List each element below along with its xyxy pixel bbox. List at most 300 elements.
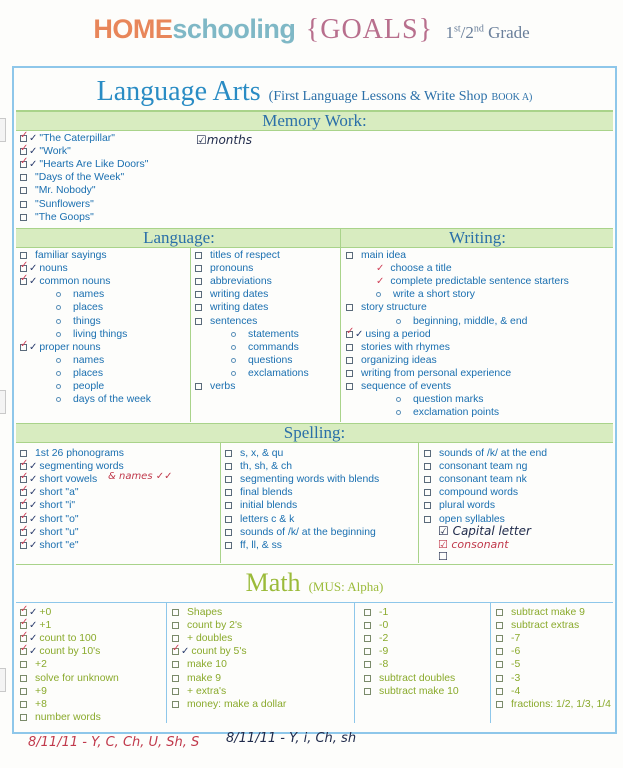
item-label: "Days of the Week" xyxy=(35,172,125,184)
item-label: subtract make 10 xyxy=(379,685,459,697)
checkbox[interactable] xyxy=(195,304,202,311)
checklist-item xyxy=(20,301,188,314)
checkbox[interactable] xyxy=(195,383,202,390)
item-label: people xyxy=(73,380,105,392)
checklist-item xyxy=(20,393,188,406)
check-mark-icon: ✓ xyxy=(29,263,38,275)
checklist-item xyxy=(172,658,352,671)
checklist-item xyxy=(195,367,338,380)
checklist-item xyxy=(225,499,417,512)
checkbox[interactable] xyxy=(225,463,232,470)
checklist-item xyxy=(346,262,614,275)
math-column-3 xyxy=(364,606,488,698)
checklist-item xyxy=(20,711,164,724)
divider xyxy=(354,603,355,723)
checkbox[interactable] xyxy=(424,450,431,457)
checkbox[interactable] xyxy=(172,701,179,708)
checkbox[interactable] xyxy=(496,688,503,695)
check-mark-icon: ✓ xyxy=(29,607,38,619)
bullet-icon xyxy=(231,358,236,363)
footer-note-2: 8/11/11 - Y, i, Ch, sh xyxy=(226,731,357,746)
checklist-item xyxy=(20,328,188,341)
bullet-icon xyxy=(231,345,236,350)
checklist-item xyxy=(20,447,218,460)
spelling-column-3 xyxy=(424,447,614,526)
checklist-item xyxy=(496,698,614,711)
handwritten-names-note: & names ✓✓ xyxy=(108,471,173,482)
item-label: make 10 xyxy=(187,659,227,671)
divider xyxy=(16,602,613,603)
bullet-icon xyxy=(56,384,61,389)
check-mark-icon: ✓ xyxy=(29,133,38,145)
checklist-item xyxy=(195,249,338,262)
item-label: consonant team nk xyxy=(439,474,527,486)
item-label: -3 xyxy=(511,672,521,684)
language-column-1 xyxy=(20,249,188,406)
checklist-item xyxy=(364,671,488,684)
checklist-item xyxy=(225,539,417,552)
checkbox[interactable] xyxy=(346,252,353,259)
checkbox[interactable] xyxy=(346,304,353,311)
binder-hole xyxy=(0,390,6,414)
checklist-item xyxy=(195,354,338,367)
item-label: count by 10's xyxy=(39,646,101,658)
item-label: count to 100 xyxy=(39,633,97,645)
checkbox[interactable] xyxy=(20,476,27,483)
item-label: writing dates xyxy=(210,289,269,301)
checklist-item xyxy=(225,512,417,525)
checkbox[interactable] xyxy=(424,489,431,496)
checkbox[interactable] xyxy=(424,463,431,470)
item-label: writing dates xyxy=(210,302,269,314)
item-label: + extra's xyxy=(187,685,227,697)
item-label: "The Goops" xyxy=(35,211,94,223)
language-arts-title: Language Arts xyxy=(96,76,261,107)
item-label: days of the week xyxy=(73,394,151,406)
checkbox[interactable] xyxy=(20,635,27,642)
item-label: s, x, & qu xyxy=(240,448,284,460)
handwritten-consonant: ☑ consonant xyxy=(438,538,509,551)
item-label: -4 xyxy=(511,685,521,697)
checkbox[interactable] xyxy=(172,661,179,668)
goals-sheet xyxy=(12,66,617,734)
checkbox[interactable] xyxy=(20,148,27,155)
checklist-item xyxy=(172,685,352,698)
item-label: subtract doubles xyxy=(379,672,456,684)
checklist-item xyxy=(225,447,417,460)
item-label: beginning, middle, & end xyxy=(413,315,528,327)
checkbox[interactable] xyxy=(496,609,503,616)
item-label: short vowels xyxy=(39,474,98,486)
check-mark-icon: ✓ xyxy=(29,539,38,551)
item-label: statements xyxy=(248,328,299,340)
checklist-item xyxy=(346,301,614,314)
item-label: + doubles xyxy=(187,633,233,645)
checklist-item xyxy=(424,460,614,473)
checkbox[interactable] xyxy=(20,622,27,629)
checkbox[interactable] xyxy=(364,675,371,682)
item-label: titles of respect xyxy=(210,250,280,262)
checkbox[interactable] xyxy=(225,502,232,509)
checklist-item xyxy=(20,314,188,327)
math-column-2 xyxy=(172,606,352,711)
checklist-item xyxy=(20,632,164,645)
checklist-item xyxy=(20,671,164,684)
checklist-item xyxy=(20,486,218,499)
checklist-item xyxy=(195,288,338,301)
item-label: main idea xyxy=(361,250,407,262)
checkbox[interactable] xyxy=(20,688,27,695)
check-mark-icon: ✓ xyxy=(29,146,38,158)
checkbox[interactable] xyxy=(20,265,27,272)
item-label: short "i" xyxy=(39,500,76,512)
checklist-item xyxy=(364,645,488,658)
checkbox[interactable] xyxy=(364,622,371,629)
checklist-item xyxy=(20,526,218,539)
item-label: things xyxy=(73,315,101,327)
checkbox[interactable] xyxy=(20,502,27,509)
checkbox[interactable] xyxy=(496,675,503,682)
checklist-item xyxy=(346,406,614,419)
checkbox[interactable] xyxy=(172,688,179,695)
item-label: -5 xyxy=(511,659,521,671)
language-arts-subtitle: (First Language Lessons & Write Shop xyxy=(268,89,488,104)
checklist-item xyxy=(346,341,614,354)
checklist-item xyxy=(195,275,338,288)
checklist-item xyxy=(496,671,614,684)
item-label: segmenting words xyxy=(39,461,124,473)
item-label: +9 xyxy=(35,685,47,697)
checkbox[interactable] xyxy=(20,714,27,721)
checkbox[interactable] xyxy=(346,370,353,377)
item-label: +2 xyxy=(35,659,47,671)
math-subtitle: (MUS: Alpha) xyxy=(308,579,384,594)
item-label: final blends xyxy=(240,487,293,499)
checkbox[interactable] xyxy=(20,187,27,194)
checkbox[interactable] xyxy=(424,502,431,509)
checklist-item xyxy=(20,171,320,184)
item-label: short "o" xyxy=(39,513,79,525)
checklist-item xyxy=(20,698,164,711)
checkbox[interactable] xyxy=(195,252,202,259)
item-label: familiar sayings xyxy=(35,250,107,262)
item-label: ff, ll, & ss xyxy=(240,539,282,551)
spelling-column-2 xyxy=(225,447,417,552)
checklist-item xyxy=(346,393,614,406)
binder-hole xyxy=(0,118,6,142)
bullet-icon xyxy=(376,292,381,297)
bullet-icon xyxy=(56,371,61,376)
checklist-item xyxy=(496,645,614,658)
checkbox[interactable] xyxy=(20,174,27,181)
checkbox[interactable] xyxy=(364,635,371,642)
item-label: organizing ideas xyxy=(361,354,437,366)
item-label: commands xyxy=(248,341,299,353)
checkbox[interactable] xyxy=(20,489,27,496)
checklist-item xyxy=(195,262,338,275)
checkbox[interactable] xyxy=(20,252,27,259)
bullet-icon xyxy=(396,410,401,415)
checklist-item xyxy=(195,301,338,314)
checklist-item xyxy=(496,619,614,632)
checklist-item xyxy=(346,249,614,262)
item-label: short "e" xyxy=(39,539,79,551)
writing-list xyxy=(346,249,614,419)
checklist-item xyxy=(20,184,320,197)
checklist-item xyxy=(346,288,614,301)
item-label: common nouns xyxy=(39,276,111,288)
item-label: story structure xyxy=(361,302,427,314)
item-label: write a short story xyxy=(393,289,475,301)
item-label: consonant team ng xyxy=(439,461,528,473)
binder-hole xyxy=(0,668,6,692)
item-label: short "a" xyxy=(39,487,79,499)
checkbox[interactable] xyxy=(20,529,27,536)
check-mark-icon: ✓ xyxy=(355,328,364,340)
checklist-item xyxy=(20,606,164,619)
checklist-item xyxy=(195,314,338,327)
checkbox[interactable] xyxy=(20,344,27,351)
checkbox[interactable] xyxy=(496,635,503,642)
checkbox[interactable] xyxy=(225,529,232,536)
item-label: -7 xyxy=(511,633,521,645)
language-arts-heading xyxy=(14,76,615,108)
checkbox[interactable] xyxy=(364,688,371,695)
header-home: HOME xyxy=(93,14,173,44)
checkbox[interactable] xyxy=(20,701,27,708)
checkbox[interactable] xyxy=(195,278,202,285)
check-mark-icon: ✓ xyxy=(29,461,38,473)
item-label: subtract make 9 xyxy=(511,607,585,619)
item-label: letters c & k xyxy=(240,513,295,525)
check-mark-icon: ✓ xyxy=(29,620,38,632)
spelling-band xyxy=(16,423,613,443)
checkbox[interactable] xyxy=(20,463,27,470)
check-mark-icon: ✓ xyxy=(29,276,38,288)
divider xyxy=(16,564,613,565)
checklist-item xyxy=(346,367,614,380)
check-mark-icon: ✓ xyxy=(29,487,38,499)
checkbox[interactable] xyxy=(364,648,371,655)
checkbox[interactable] xyxy=(424,476,431,483)
checklist-item xyxy=(20,539,218,552)
item-label: sounds of /k/ at the beginning xyxy=(240,526,376,538)
checklist-item xyxy=(20,158,320,171)
checkbox[interactable] xyxy=(20,135,27,142)
checkbox[interactable] xyxy=(225,450,232,457)
item-label: compound words xyxy=(439,487,519,499)
bullet-icon xyxy=(56,397,61,402)
checklist-item xyxy=(225,486,417,499)
checklist-item xyxy=(172,606,352,619)
check-mark-icon: ✓ xyxy=(376,263,385,275)
divider xyxy=(190,248,191,422)
checkbox[interactable] xyxy=(364,609,371,616)
item-label: money: make a dollar xyxy=(187,698,287,710)
checkbox[interactable] xyxy=(20,161,27,168)
checkbox[interactable] xyxy=(424,516,431,523)
checkbox[interactable] xyxy=(195,265,202,272)
checklist-item xyxy=(424,447,614,460)
checkbox[interactable] xyxy=(346,357,353,364)
divider xyxy=(166,603,167,723)
item-label: "Work" xyxy=(39,146,71,158)
checklist-item xyxy=(20,262,188,275)
bullet-icon xyxy=(396,319,401,324)
checklist-item xyxy=(195,328,338,341)
check-mark-icon: ✓ xyxy=(29,500,38,512)
checkbox[interactable] xyxy=(20,675,27,682)
math-title: Math xyxy=(245,568,301,597)
bullet-icon xyxy=(56,332,61,337)
checkbox[interactable] xyxy=(20,450,27,457)
checkbox[interactable] xyxy=(225,476,232,483)
item-label: sequence of events xyxy=(361,380,452,392)
item-label: choose a title xyxy=(390,263,452,275)
checkbox[interactable] xyxy=(20,648,27,655)
bullet-icon xyxy=(56,319,61,324)
item-label: complete predictable sentence starters xyxy=(390,276,569,288)
language-label: Language: xyxy=(143,228,215,247)
checklist-item xyxy=(20,645,164,658)
checkbox[interactable] xyxy=(225,489,232,496)
bullet-icon xyxy=(231,371,236,376)
checkbox[interactable] xyxy=(195,318,202,325)
checklist-item xyxy=(172,619,352,632)
checkbox[interactable] xyxy=(172,622,179,629)
item-label: -2 xyxy=(379,633,389,645)
checkbox[interactable] xyxy=(496,622,503,629)
checkbox[interactable] xyxy=(172,648,179,655)
checklist-item xyxy=(20,211,320,224)
footer-note-1: 8/11/11 - Y, C, Ch, U, Sh, S xyxy=(28,735,200,750)
checkbox[interactable] xyxy=(496,661,503,668)
checklist-item xyxy=(424,499,614,512)
divider xyxy=(490,603,491,723)
item-label: "Mr. Nobody" xyxy=(35,185,96,197)
memory-work-label: Memory Work: xyxy=(262,111,367,130)
checkbox[interactable] xyxy=(20,516,27,523)
math-heading xyxy=(14,568,615,598)
checklist-item xyxy=(20,619,164,632)
checklist-item xyxy=(346,275,614,288)
handwritten-capital-letter: ☑ Capital letter xyxy=(438,524,531,538)
divider xyxy=(220,443,221,563)
checklist-item xyxy=(172,698,352,711)
checkbox[interactable] xyxy=(346,344,353,351)
checklist-item xyxy=(364,658,488,671)
checklist-item xyxy=(225,460,417,473)
checkbox[interactable] xyxy=(364,661,371,668)
bullet-icon xyxy=(396,397,401,402)
checklist-item xyxy=(172,632,352,645)
item-label: +1 xyxy=(39,620,52,632)
checkbox[interactable] xyxy=(172,609,179,616)
checklist-item xyxy=(172,671,352,684)
checklist-item xyxy=(20,367,188,380)
checkbox[interactable] xyxy=(496,701,503,708)
item-label: number words xyxy=(35,711,101,723)
checkbox[interactable] xyxy=(225,516,232,523)
item-label: abbreviations xyxy=(210,276,272,288)
check-mark-icon: ✓ xyxy=(29,474,38,486)
item-label: 1st 26 phonograms xyxy=(35,448,124,460)
checklist-item xyxy=(20,275,188,288)
checklist-item xyxy=(364,619,488,632)
item-label: nouns xyxy=(39,263,68,275)
check-mark-icon: ✓ xyxy=(29,526,38,538)
header-grade: 1st/2nd Grade xyxy=(445,23,530,42)
item-label: using a period xyxy=(365,328,431,340)
header-goals: {GOALS} xyxy=(305,14,434,45)
bullet-icon xyxy=(231,332,236,337)
item-label: open syllables xyxy=(439,513,505,525)
checkbox[interactable] xyxy=(225,542,232,549)
item-label: -9 xyxy=(379,646,389,658)
checklist-item xyxy=(424,486,614,499)
item-label: writing from personal experience xyxy=(361,367,512,379)
checklist-item xyxy=(346,328,614,341)
checklist-item xyxy=(364,632,488,645)
checklist-item xyxy=(172,645,352,658)
page-header xyxy=(0,14,623,46)
checklist-item xyxy=(496,658,614,671)
header-schooling: schooling xyxy=(172,14,296,44)
item-label: sentences xyxy=(210,315,258,327)
checklist-item xyxy=(20,512,218,525)
checkbox[interactable] xyxy=(172,675,179,682)
checklist-item xyxy=(20,197,320,210)
checkbox[interactable] xyxy=(20,278,27,285)
item-label: sounds of /k/ at the end xyxy=(439,448,548,460)
item-label: +8 xyxy=(35,698,47,710)
checkbox[interactable] xyxy=(195,291,202,298)
checkbox[interactable] xyxy=(20,609,27,616)
checklist-item xyxy=(346,380,614,393)
check-mark-icon: ✓ xyxy=(29,159,38,171)
divider xyxy=(418,443,419,563)
item-label: exclamation points xyxy=(413,407,500,419)
writing-label: Writing: xyxy=(449,228,506,247)
checkbox[interactable] xyxy=(20,201,27,208)
checklist-item xyxy=(424,473,614,486)
checkbox[interactable] xyxy=(20,661,27,668)
bullet-icon xyxy=(56,305,61,310)
checklist-item xyxy=(20,499,218,512)
checkbox[interactable] xyxy=(20,542,27,549)
spelling-column-1 xyxy=(20,447,218,552)
checkbox[interactable] xyxy=(172,635,179,642)
item-label: count by 5's xyxy=(191,646,247,658)
item-label: names xyxy=(73,289,105,301)
item-label: initial blends xyxy=(240,500,298,512)
item-label: "The Caterpillar" xyxy=(39,133,115,145)
checklist-item xyxy=(20,354,188,367)
item-label: fractions: 1/2, 1/3, 1/4 xyxy=(511,698,611,710)
handwritten-months: ☑months xyxy=(196,133,252,147)
item-label: plural words xyxy=(439,500,496,512)
checkbox[interactable] xyxy=(346,383,353,390)
check-mark-icon: ✓ xyxy=(181,646,190,658)
math-column-4 xyxy=(496,606,614,711)
item-label: short "u" xyxy=(39,526,79,538)
item-label: make 9 xyxy=(187,672,222,684)
checkbox[interactable] xyxy=(346,331,353,338)
checklist-item xyxy=(20,685,164,698)
checkbox[interactable] xyxy=(20,214,27,221)
memory-work-band xyxy=(16,111,613,131)
checkbox[interactable] xyxy=(496,648,503,655)
